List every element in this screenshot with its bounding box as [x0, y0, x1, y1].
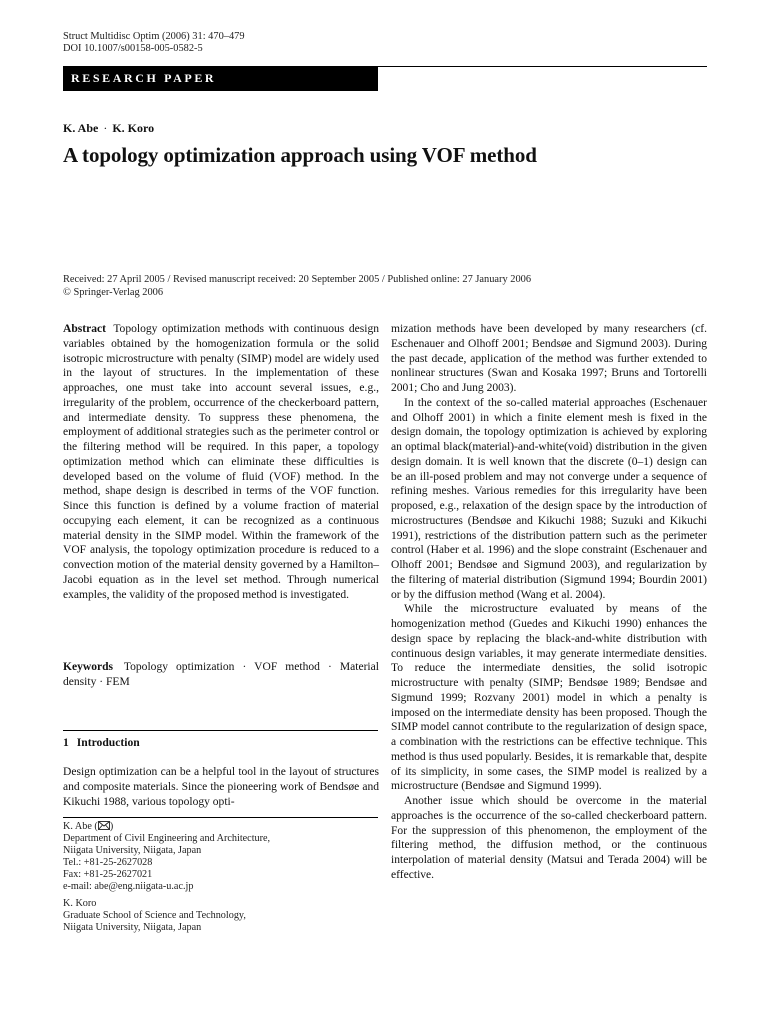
header-rule	[378, 66, 707, 67]
article-type-banner	[63, 66, 378, 91]
publication-history	[63, 274, 531, 299]
envelope-icon	[98, 821, 110, 830]
journal-header	[63, 31, 245, 55]
affiliation-line: Niigata University, Niigata, Japan	[63, 921, 202, 933]
affiliation-koro	[63, 898, 246, 934]
affiliation-line: Niigata University, Niigata, Japan	[63, 844, 202, 856]
section-number: 1	[63, 736, 69, 749]
paper-title: A topology optimization approach using VOF method	[63, 143, 537, 167]
section-title: Introduction	[76, 736, 140, 749]
abstract	[63, 322, 379, 602]
body-paragraph: In the context of the so-called material approaches (Eschenauer and Olhoff 2001) in which a finite element mesh is fixed in the design domain, the topology optimization is achieved by exploring an optimal black(material)-and-white(void) distribution in the given design domain. It is well known that the discrete (0–1) design can be an ill-posed problem and may not converge under a sequence of refining meshes. Various remedies for this irregularity have been proposed, e.g., relaxation of the design space by the introduction of microstructures (Bendsøe and Kikuchi 1988; Suzuki and Kikuchi 1991), restrictions of the distribution pattern such as the perimeter control (Haber et al. 1996) and the slope constraint (Eschenauer and Olhoff 2001; Bendsøe and Sigmund 2003), and regularization by the filtering of material distribution (Sigmund 1994; Bourdin 2001) or by the diffusion method (Wang et al. 2004).	[391, 396, 707, 601]
author-separator: ·	[103, 121, 108, 135]
author-name: K. Abe	[63, 121, 99, 135]
copyright-notice: © Springer-Verlag 2006	[63, 286, 164, 298]
received-dates: Received: 27 April 2005 / Revised manuscript received: 20 September 2005 / Published online: 27 January 2006	[63, 274, 532, 285]
abstract-label: Abstract	[63, 323, 106, 335]
journal-citation: Struct Multidisc Optim (2006) 31: 470–479	[63, 31, 245, 42]
author-list	[63, 121, 154, 136]
body-paragraph: While the microstructure evaluated by means of the homogenization method (Guedes and Kikuchi 1990) enhances the design space by replacing the black-and-white distribution with continuous design variables, it may generate intermediate densities. To reduce the intermediate densities, the solid isotropic microstructure with penalty (SIMP; Bendsøe 1989; Bendsøe and Sigmund 1999; Rozvany 2001) model in which a penalty is imposed on the intermediate density has been proposed. Though the SIMP model cannot contribute to the regularization of design space, a combination with the restrictions can be effective technique. This method is thus used popularly. Besides, it is remarkable that, despite of its simplicity, in some cases, the SIMP model is realized by a microstructure (Bendsøe and Sigmund 1999).	[391, 603, 707, 793]
affiliation-phone: Tel.: +81-25-2627028	[63, 856, 153, 868]
article-type-label: RESEARCH PAPER	[71, 71, 217, 85]
footnote-rule	[63, 817, 378, 818]
affiliation-fax: Fax: +81-25-2627021	[63, 868, 153, 880]
affiliation-line: Graduate School of Science and Technology,	[63, 909, 246, 921]
keywords-label: Keywords	[63, 661, 114, 673]
affiliation-abe: K. Abe ( ) Department of Civil Engineering and Architecture, Niigata University, Niigata, Japan Tel.: +81-25-2627028 Fax: +81-25-2627021 e-mail: abe@eng.niigata-u.ac.jp	[63, 821, 271, 892]
affiliation-name: K. Abe	[63, 821, 92, 832]
intro-paragraph-start: Design optimization can be a helpful tool in the layout of structures and composite materials. Since the pioneering work of Bendsøe and Kikuchi 1988, various topology opti-	[63, 766, 379, 808]
abstract-text: Topology optimization methods with continuous design variables obtained by the homogenization formula or the solid isotropic microstructure with penalty (SIMP) model are widely used in the layout of structures. In the implementation of these approaches, one must take into account several issues, e.g., irregularity of the problem, occurrence of the checkerboard pattern, and intermediate density. To suppress these phenomena, the employment of additional strategies such as the perimeter control or the filtering method will be required. In this paper, a topology optimization method which can eliminate these difficulties is developed based on the volume of fluid (VOF) method. In the method, shape design is described in terms of the VOF function. Since this function is defined by a volume fraction of material occupying each element, it can be recognized as a continuous material density in the SIMP model. Within the framework of the VOF analysis, the topology optimization procedure is reduced to a convection motion of the material density governed by a Hamilton–Jacobi equation as in the level set method. Through numerical examples, the validity of the proposed method is investigated.	[63, 323, 379, 601]
right-column	[391, 322, 707, 883]
journal-doi: DOI 10.1007/s00158-005-0582-5	[63, 43, 203, 54]
affiliation-name: K. Koro	[63, 898, 97, 909]
section-heading	[63, 736, 140, 750]
affiliation-email: e-mail: abe@eng.niigata-u.ac.jp	[63, 880, 194, 892]
keywords	[63, 660, 379, 690]
body-paragraph: Another issue which should be overcome in the material approaches is the occurrence of the so-called checkerboard pattern. For the suppression of this phenomenon, the employment of the filtering method, the diffusion method, or the continuous interpolation of material density (Matsui and Terada 2004) will be effective.	[391, 795, 707, 881]
section-rule	[63, 730, 378, 731]
affiliation-line: Department of Civil Engineering and Architecture,	[63, 832, 271, 844]
left-column	[63, 322, 379, 602]
keywords-text: Topology optimization · VOF method · Material density · FEM	[63, 661, 379, 688]
author-name: K. Koro	[112, 121, 155, 135]
intro-paragraph-continued: mization methods have been developed by many researchers (cf. Eschenauer and Olhoff 2001; Bendsøe and Sigmund 2003). During the past decade, application of the method was further extended to nonlinear structures (Swan and Kosaka 1997; Bruns and Tortorelli 2001; Cho and Jung 2003).	[391, 323, 707, 394]
